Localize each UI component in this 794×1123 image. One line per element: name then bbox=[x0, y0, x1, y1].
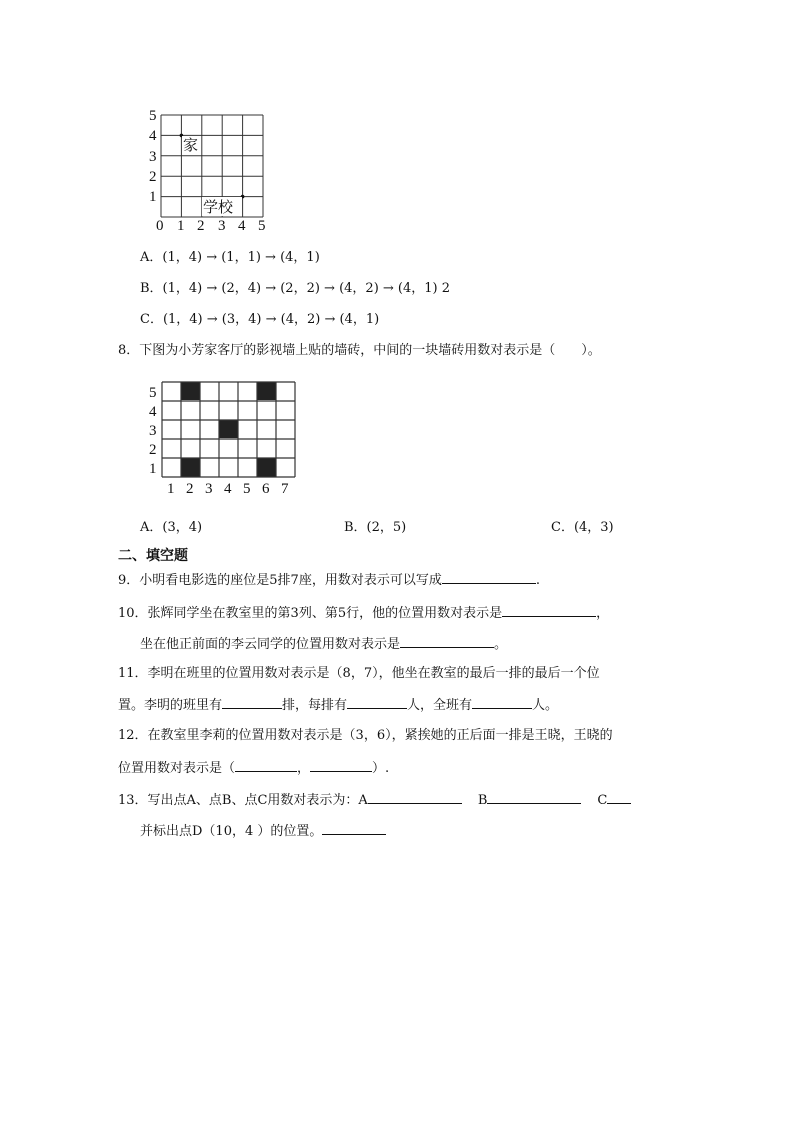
q10-answer-blank-2[interactable] bbox=[400, 634, 494, 648]
q10-answer-blank-1[interactable] bbox=[502, 603, 596, 617]
x-tick-4: 4 bbox=[238, 218, 246, 232]
wall-row-4: 4 bbox=[149, 404, 157, 420]
y-tick-2: 2 bbox=[149, 169, 157, 185]
tile-wall-figure bbox=[145, 376, 305, 498]
q10-comma: ， bbox=[596, 606, 610, 621]
route-grid-figure bbox=[140, 104, 270, 232]
q11-line-2 bbox=[118, 695, 558, 715]
q13-line-1 bbox=[118, 790, 631, 810]
wall-col-2: 2 bbox=[186, 481, 194, 497]
q8-option-c: C．(4，3) bbox=[551, 520, 614, 535]
y-tick-5: 5 bbox=[149, 108, 157, 124]
y-tick-4: 4 bbox=[149, 128, 157, 144]
q12-end: ）. bbox=[372, 761, 390, 776]
q13-point-a-blank[interactable] bbox=[368, 790, 462, 804]
q13-text-c: C bbox=[597, 793, 608, 808]
q8-option-a: A．(3，4) bbox=[140, 520, 203, 535]
wall-col-7: 7 bbox=[281, 481, 289, 497]
q7-option-b: B．(1，4) → (2，4) → (2，2) → (4，2) → (4，1) 2 bbox=[140, 281, 451, 296]
x-tick-5: 5 bbox=[258, 218, 266, 232]
q8-option-b: B．(2，5) bbox=[344, 520, 407, 535]
q11-line-1: 11．李明在班里的位置用数对表示是（8，7），他坐在教室的最后一排的最后一个位 bbox=[118, 666, 600, 681]
wall-col-4: 4 bbox=[224, 481, 232, 497]
q9-end: . bbox=[535, 573, 540, 588]
q10-text-1: 10．张辉同学坐在教室里的第3列、第5行，他的位置用数对表示是 bbox=[118, 606, 503, 621]
y-tick-1: 1 bbox=[149, 189, 157, 205]
q10-end: 。 bbox=[494, 637, 508, 652]
q8-question: 8．下图为小芳家客厅的影视墙上贴的墙砖，中间的一块墙砖用数对表示是（ ）。 bbox=[118, 343, 601, 358]
section-2-title: 二、填空题 bbox=[118, 548, 188, 564]
q10-line-2 bbox=[140, 634, 507, 654]
q11-text-d: 人。 bbox=[532, 698, 559, 713]
wall-col-6: 6 bbox=[262, 481, 270, 497]
q7-option-c: C．(1，4) → (3，4) → (4，2) → (4，1) bbox=[140, 312, 380, 327]
q9-text: 9．小明看电影选的座位是5排7座，用数对表示可以写成 bbox=[118, 573, 442, 588]
y-tick-3: 3 bbox=[149, 149, 157, 165]
x-tick-2: 2 bbox=[197, 218, 205, 232]
q13-point-b-blank[interactable] bbox=[487, 790, 581, 804]
x-tick-3: 3 bbox=[218, 218, 226, 232]
q13-text-d: 并标出点D（10，4 ）的位置。 bbox=[140, 824, 323, 839]
wall-row-1: 1 bbox=[149, 461, 157, 477]
wall-row-2: 2 bbox=[149, 442, 157, 458]
home-label: 家 bbox=[183, 138, 199, 154]
wall-row-5: 5 bbox=[149, 385, 157, 401]
wall-col-3: 3 bbox=[205, 481, 213, 497]
q12-line-1: 12．在教室里李莉的位置用数对表示是（3，6），紧挨她的正后面一排是王晓，王晓的 bbox=[118, 728, 613, 743]
q12-text-a: 位置用数对表示是（ bbox=[118, 761, 236, 776]
q9-line bbox=[118, 570, 540, 590]
q11-rows-blank[interactable] bbox=[222, 695, 282, 709]
q11-text-b: 排，每排有 bbox=[282, 698, 348, 713]
q13-point-d-blank[interactable] bbox=[322, 821, 386, 835]
wall-col-1: 1 bbox=[167, 481, 175, 497]
q13-point-c-blank[interactable] bbox=[607, 790, 631, 804]
q11-text-a: 置。李明的班里有 bbox=[118, 698, 223, 713]
q13-line-2 bbox=[140, 821, 386, 841]
q10-line-1 bbox=[118, 603, 609, 623]
wall-row-3: 3 bbox=[149, 423, 157, 439]
q7-option-a: A．(1，4) → (1，1) → (4，1) bbox=[140, 250, 320, 265]
q12-line-2 bbox=[118, 758, 389, 778]
q11-per-row-blank[interactable] bbox=[347, 695, 407, 709]
q13-text-a: 13．写出点A、点B、点C用数对表示为：A bbox=[118, 793, 368, 808]
q12-row-blank[interactable] bbox=[310, 758, 372, 772]
q11-text-c: 人，全班有 bbox=[407, 698, 473, 713]
q12-column-blank[interactable] bbox=[235, 758, 297, 772]
q9-answer-blank[interactable] bbox=[442, 570, 536, 584]
school-label: 学校 bbox=[203, 200, 234, 216]
x-tick-1: 1 bbox=[177, 218, 185, 232]
x-tick-0: 0 bbox=[156, 218, 164, 232]
tile-wall-dark-tiles bbox=[181, 382, 276, 477]
q13-text-b: B bbox=[477, 793, 488, 808]
q12-comma: ， bbox=[297, 761, 311, 776]
q11-total-blank[interactable] bbox=[472, 695, 532, 709]
q10-text-2: 坐在他正前面的李云同学的位置用数对表示是 bbox=[140, 637, 401, 652]
wall-col-5: 5 bbox=[243, 481, 251, 497]
